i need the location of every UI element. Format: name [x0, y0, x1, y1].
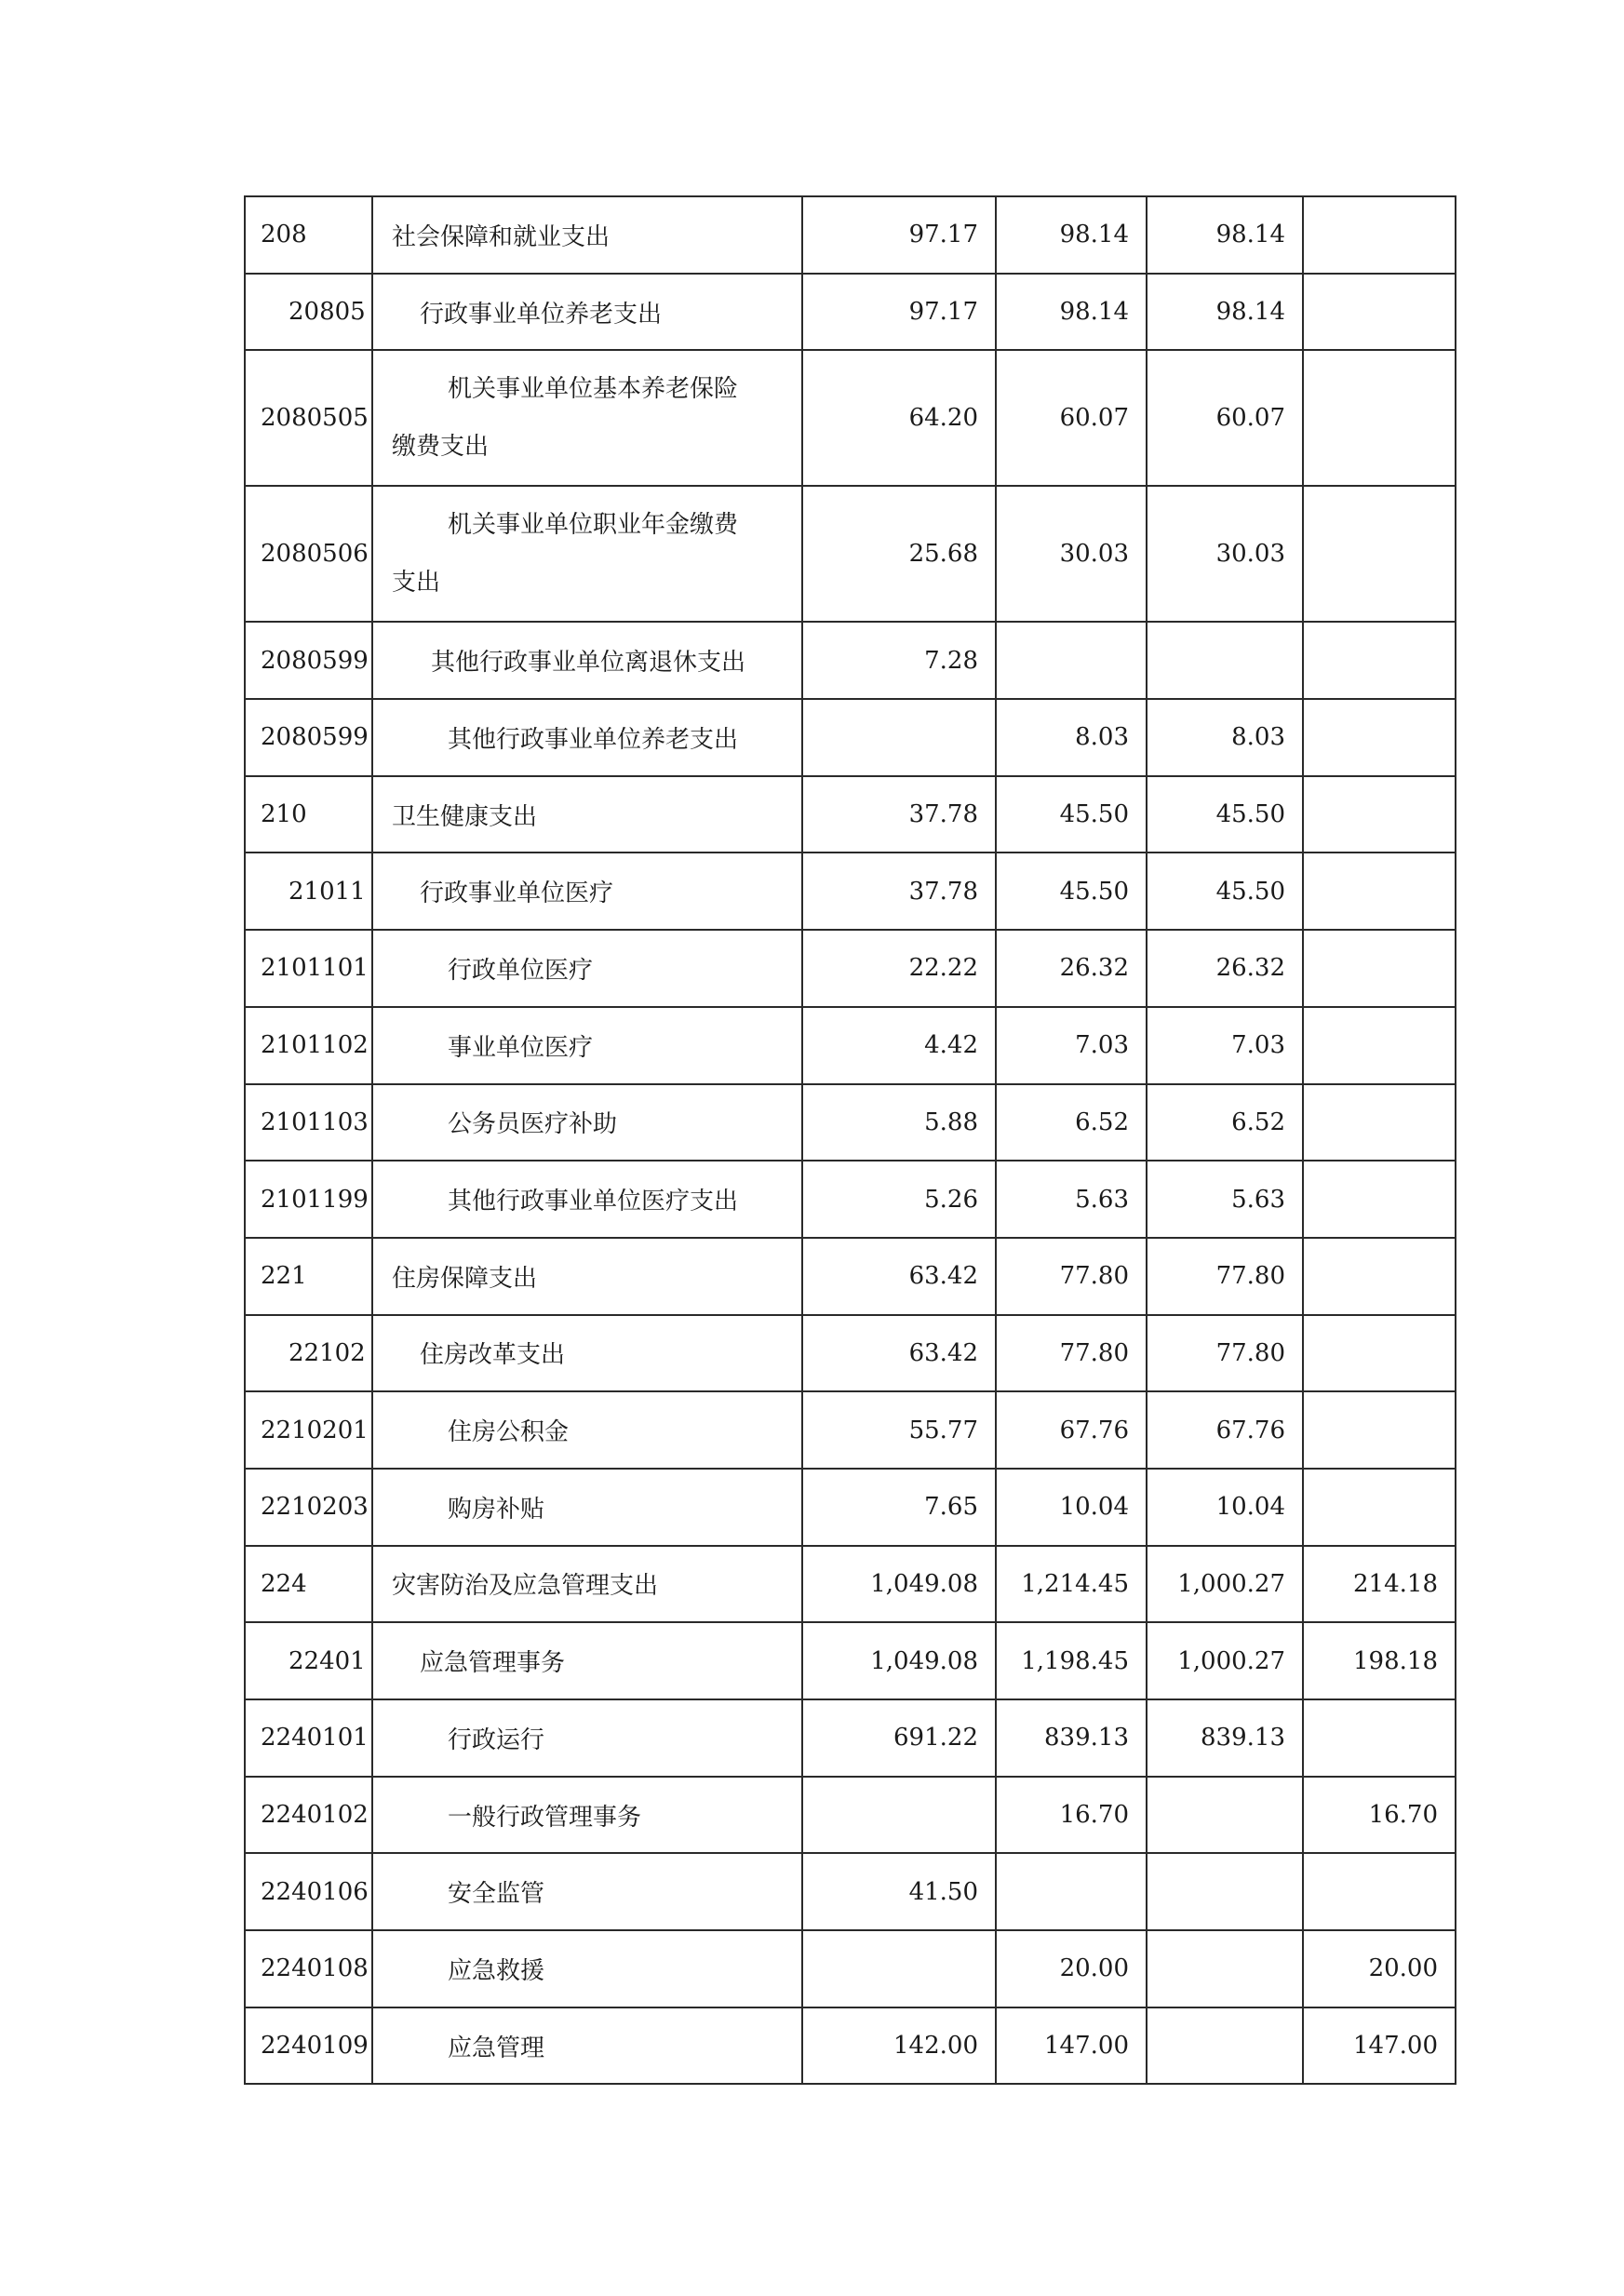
table-row [245, 1699, 1456, 1777]
amount-cell: 98.14 [996, 196, 1147, 274]
amount-cell: 1,198.45 [996, 1622, 1147, 1699]
subject-name: 社会保障和就业支出 [372, 196, 802, 274]
amount-cell [1147, 2007, 1303, 2085]
amount-cell: 10.04 [1147, 1469, 1303, 1546]
subject-name-line: 支出 [392, 569, 441, 597]
table-row [245, 350, 1456, 486]
amount-cell: 6.52 [996, 1084, 1147, 1161]
subject-code: 2080506 [245, 486, 372, 622]
subject-name: 行政单位医疗 [372, 930, 802, 1007]
amount-cell: 41.50 [802, 1853, 996, 1930]
table-row [245, 1161, 1456, 1238]
amount-cell: 67.76 [1147, 1391, 1303, 1469]
amount-cell: 60.07 [996, 350, 1147, 486]
table-row [245, 486, 1456, 622]
amount-cell: 214.18 [1303, 1546, 1456, 1623]
amount-cell: 45.50 [996, 853, 1147, 930]
subject-code: 2101102 [245, 1007, 372, 1084]
amount-cell: 45.50 [1147, 776, 1303, 853]
amount-cell [1303, 930, 1456, 1007]
amount-cell: 20.00 [996, 1930, 1147, 2007]
amount-cell [1303, 1315, 1456, 1392]
subject-name: 住房公积金 [372, 1391, 802, 1469]
amount-cell: 77.80 [996, 1238, 1147, 1315]
amount-cell [802, 699, 996, 776]
table-row [245, 1777, 1456, 1854]
subject-code: 2240108 [245, 1930, 372, 2007]
amount-cell: 16.70 [1303, 1777, 1456, 1854]
amount-cell [1303, 853, 1456, 930]
amount-cell [1303, 486, 1456, 622]
subject-name: 事业单位医疗 [372, 1007, 802, 1084]
amount-cell: 839.13 [1147, 1699, 1303, 1777]
amount-cell [802, 1777, 996, 1854]
subject-name: 住房保障支出 [372, 1238, 802, 1315]
amount-cell: 1,049.08 [802, 1546, 996, 1623]
amount-cell: 4.42 [802, 1007, 996, 1084]
amount-cell [1303, 1007, 1456, 1084]
amount-cell: 691.22 [802, 1699, 996, 1777]
amount-cell: 63.42 [802, 1238, 996, 1315]
amount-cell: 64.20 [802, 350, 996, 486]
amount-cell [1303, 274, 1456, 351]
subject-code: 2080599 [245, 699, 372, 776]
amount-cell [1303, 699, 1456, 776]
subject-name: 应急管理 [372, 2007, 802, 2085]
table-row [245, 1315, 1456, 1392]
amount-cell [1147, 1777, 1303, 1854]
amount-cell: 97.17 [802, 196, 996, 274]
amount-cell: 7.03 [996, 1007, 1147, 1084]
amount-cell [1303, 1084, 1456, 1161]
subject-code: 210 [245, 776, 372, 853]
amount-cell [1303, 1699, 1456, 1777]
table-row [245, 274, 1456, 351]
amount-cell: 7.03 [1147, 1007, 1303, 1084]
subject-code: 2210203 [245, 1469, 372, 1546]
subject-code: 2240101 [245, 1699, 372, 1777]
subject-code: 21011 [245, 853, 372, 930]
subject-name [372, 350, 802, 486]
amount-cell [996, 622, 1147, 699]
amount-cell [996, 1853, 1147, 1930]
table-row [245, 1546, 1456, 1623]
amount-cell [1303, 1238, 1456, 1315]
amount-cell: 147.00 [996, 2007, 1147, 2085]
subject-name-line: 缴费支出 [392, 433, 490, 462]
subject-name: 住房改革支出 [372, 1315, 802, 1392]
amount-cell [1147, 622, 1303, 699]
amount-cell: 37.78 [802, 776, 996, 853]
amount-cell: 1,000.27 [1147, 1622, 1303, 1699]
amount-cell: 7.28 [802, 622, 996, 699]
amount-cell: 7.65 [802, 1469, 996, 1546]
table-row [245, 699, 1456, 776]
subject-name: 其他行政事业单位医疗支出 [372, 1161, 802, 1238]
table-row [245, 1238, 1456, 1315]
amount-cell [1303, 1469, 1456, 1546]
amount-cell: 16.70 [996, 1777, 1147, 1854]
amount-cell [1303, 1391, 1456, 1469]
table-row [245, 930, 1456, 1007]
table-row [245, 1084, 1456, 1161]
subject-name: 公务员医疗补助 [372, 1084, 802, 1161]
subject-name: 其他行政事业单位离退休支出 [372, 622, 802, 699]
amount-cell [1303, 1161, 1456, 1238]
subject-code: 224 [245, 1546, 372, 1623]
amount-cell: 30.03 [996, 486, 1147, 622]
table-row [245, 1469, 1456, 1546]
amount-cell: 77.80 [1147, 1315, 1303, 1392]
table-row [245, 2007, 1456, 2085]
amount-cell: 98.14 [996, 274, 1147, 351]
amount-cell: 26.32 [996, 930, 1147, 1007]
table-row [245, 1853, 1456, 1930]
budget-table [244, 195, 1456, 2085]
subject-code: 2080599 [245, 622, 372, 699]
amount-cell: 8.03 [1147, 699, 1303, 776]
table-row [245, 1930, 1456, 2007]
subject-code: 208 [245, 196, 372, 274]
amount-cell: 98.14 [1147, 196, 1303, 274]
amount-cell: 1,049.08 [802, 1622, 996, 1699]
table-row [245, 196, 1456, 274]
subject-code: 2101199 [245, 1161, 372, 1238]
subject-name: 安全监管 [372, 1853, 802, 1930]
amount-cell: 142.00 [802, 2007, 996, 2085]
amount-cell [1303, 776, 1456, 853]
amount-cell: 1,000.27 [1147, 1546, 1303, 1623]
table-row [245, 1391, 1456, 1469]
amount-cell: 60.07 [1147, 350, 1303, 486]
amount-cell: 839.13 [996, 1699, 1147, 1777]
subject-code: 22401 [245, 1622, 372, 1699]
subject-code: 2240106 [245, 1853, 372, 1930]
table-row [245, 622, 1456, 699]
amount-cell: 45.50 [1147, 853, 1303, 930]
subject-name: 灾害防治及应急管理支出 [372, 1546, 802, 1623]
subject-name-line: 机关事业单位职业年金缴费 [448, 511, 739, 540]
table-row [245, 1622, 1456, 1699]
table-row [245, 776, 1456, 853]
amount-cell: 25.68 [802, 486, 996, 622]
amount-cell: 77.80 [996, 1315, 1147, 1392]
amount-cell [1147, 1930, 1303, 2007]
subject-name [372, 486, 802, 622]
subject-code: 2240109 [245, 2007, 372, 2085]
subject-code: 2210201 [245, 1391, 372, 1469]
amount-cell: 5.63 [1147, 1161, 1303, 1238]
amount-cell: 37.78 [802, 853, 996, 930]
amount-cell [802, 1930, 996, 2007]
amount-cell [1147, 1853, 1303, 1930]
amount-cell: 5.26 [802, 1161, 996, 1238]
amount-cell [1303, 622, 1456, 699]
amount-cell: 147.00 [1303, 2007, 1456, 2085]
amount-cell: 20.00 [1303, 1930, 1456, 2007]
amount-cell: 77.80 [1147, 1238, 1303, 1315]
subject-name: 应急救援 [372, 1930, 802, 2007]
amount-cell: 55.77 [802, 1391, 996, 1469]
subject-code: 22102 [245, 1315, 372, 1392]
amount-cell: 98.14 [1147, 274, 1303, 351]
amount-cell: 10.04 [996, 1469, 1147, 1546]
subject-name: 购房补贴 [372, 1469, 802, 1546]
subject-name: 卫生健康支出 [372, 776, 802, 853]
table-row [245, 853, 1456, 930]
amount-cell [1303, 196, 1456, 274]
amount-cell: 1,214.45 [996, 1546, 1147, 1623]
amount-cell: 5.88 [802, 1084, 996, 1161]
amount-cell: 63.42 [802, 1315, 996, 1392]
amount-cell [1303, 350, 1456, 486]
subject-name: 行政运行 [372, 1699, 802, 1777]
amount-cell: 45.50 [996, 776, 1147, 853]
amount-cell: 97.17 [802, 274, 996, 351]
amount-cell: 67.76 [996, 1391, 1147, 1469]
amount-cell: 5.63 [996, 1161, 1147, 1238]
amount-cell: 6.52 [1147, 1084, 1303, 1161]
subject-code: 221 [245, 1238, 372, 1315]
amount-cell: 26.32 [1147, 930, 1303, 1007]
table-row [245, 1007, 1456, 1084]
subject-name: 应急管理事务 [372, 1622, 802, 1699]
subject-name: 一般行政管理事务 [372, 1777, 802, 1854]
subject-name: 行政事业单位医疗 [372, 853, 802, 930]
amount-cell: 8.03 [996, 699, 1147, 776]
subject-name-line: 机关事业单位基本养老保险 [448, 375, 739, 404]
amount-cell: 22.22 [802, 930, 996, 1007]
subject-name: 行政事业单位养老支出 [372, 274, 802, 351]
subject-code: 2101103 [245, 1084, 372, 1161]
subject-code: 2240102 [245, 1777, 372, 1854]
subject-name: 其他行政事业单位养老支出 [372, 699, 802, 776]
subject-code: 2080505 [245, 350, 372, 486]
subject-code: 2101101 [245, 930, 372, 1007]
amount-cell: 198.18 [1303, 1622, 1456, 1699]
amount-cell: 30.03 [1147, 486, 1303, 622]
amount-cell [1303, 1853, 1456, 1930]
subject-code: 20805 [245, 274, 372, 351]
